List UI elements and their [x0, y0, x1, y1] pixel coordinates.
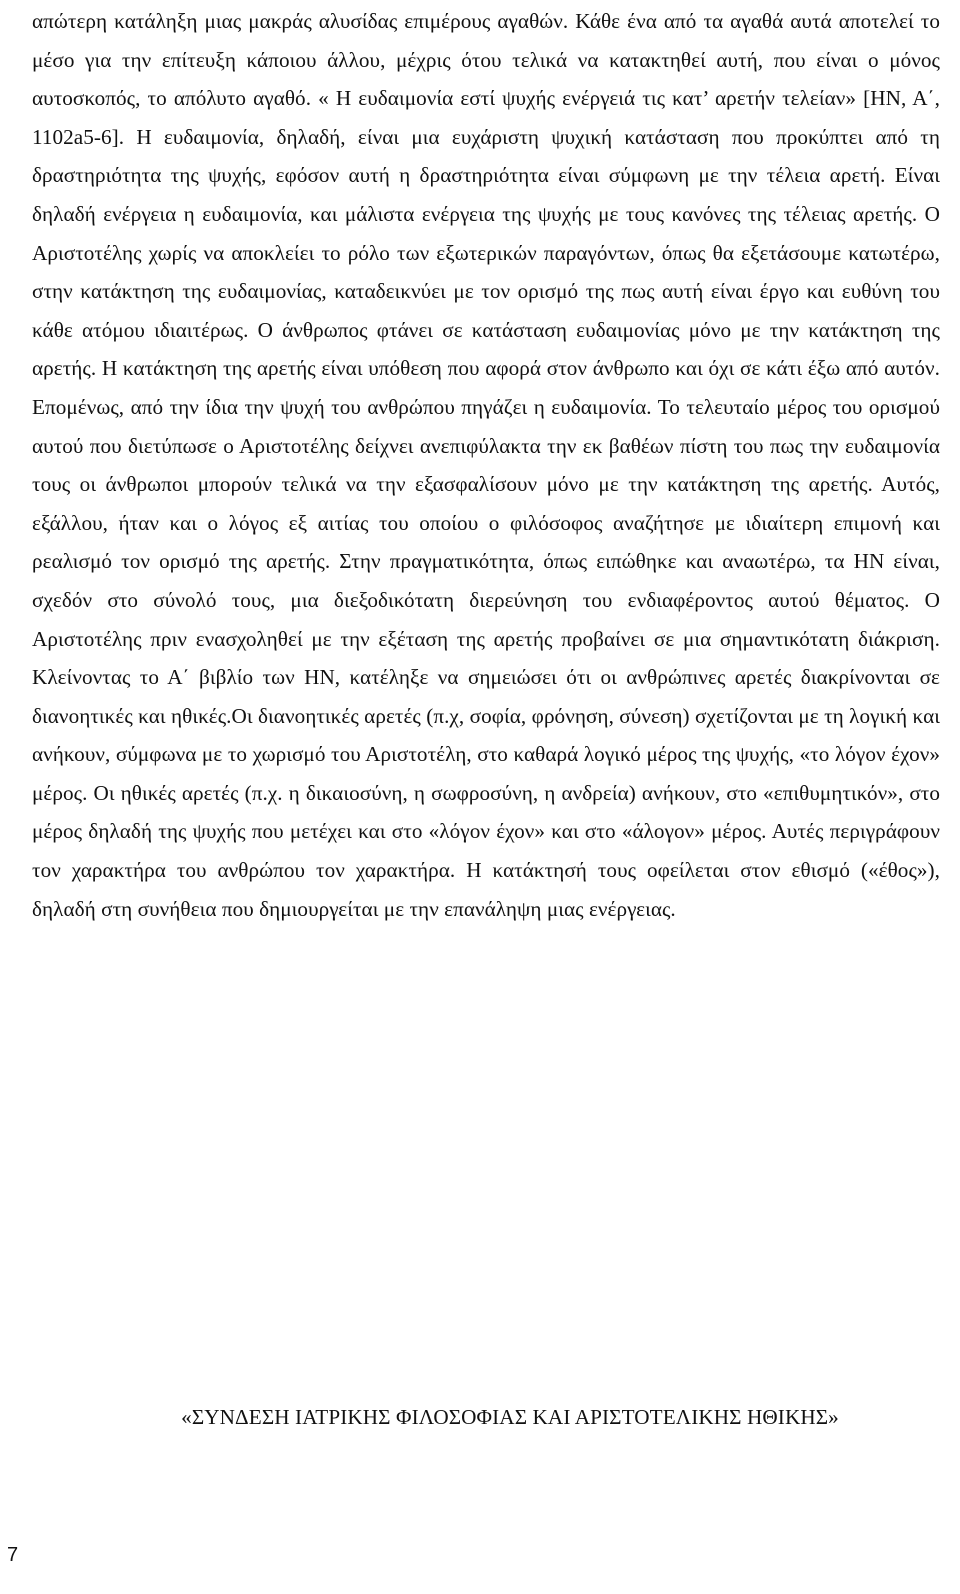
- body-paragraph: απώτερη κατάληξη μιας μακράς αλυσίδας επιμέρους αγαθών. Κάθε ένα από τα αγαθά αυτά αποτελεί το μέσο για την επίτευξη κάποιου άλλου, μέχρις ότου τελικά να κατακτηθεί αυτή, που είναι ο μόνος αυτοσκοπός, το απόλυτο αγαθό. « Η ευδαιμονία εστί ψυχής ενέργειά τις κατ’ αρετήν τελείαν» [ΗΝ, Α΄, 1102a5-6]. Η ευδαιμονία, δηλαδή, είναι μια ευχάριστη ψυχική κατάσταση που προκύπτει από τη δραστηριότητα της ψυχής, εφόσον αυτή η δραστηριότητα είναι σύμφωνη με την τέλεια αρετή. Είναι δηλαδή ενέργεια η ευδαιμονία, και μάλιστα ενέργεια της ψυχής με τους κανόνες της τέλειας αρετής. Ο Αριστοτέλης χωρίς να αποκλείει το ρόλο των εξωτερικών παραγόντων, όπως θα εξετάσουμε κατωτέρω, στην κατάκτηση της ευδαιμονίας, καταδεικνύει με τον ορισμό της πως αυτή είναι έργο και ευθύνη του κάθε ατόμου ιδιαιτέρως. Ο άνθρωπος φτάνει σε κατάσταση ευδαιμονίας μόνο με την κατάκτηση της αρετής. Η κατάκτηση της αρετής είναι υπόθεση που αφορά στον άνθρωπο και όχι σε κάτι έξω από αυτόν. Επομένως, από την ίδια την ψυχή του ανθρώπου πηγάζει η ευδαιμονία. Το τελευταίο μέρος του ορισμού αυτού που διετύπωσε ο Αριστοτέλης δείχνει ανεπιφύλακτα την εκ βαθέων πίστη του πως την ευδαιμονία τους οι άνθρωποι μπορούν τελικά να την εξασφαλίσουν μόνο με την κατάκτηση της αρετής. Αυτός, εξάλλου, ήταν και ο λόγος εξ αιτίας του οποίου ο φιλόσοφος αναζήτησε με ιδιαίτερη επιμονή και ρεαλισμό τον ορισμό της αρετής. Στην πραγματικότητα, όπως ειπώθηκε και αναωτέρω, τα ΗΝ είναι, σχεδόν στο σύνολό τους, μια διεξοδικότατη διερεύνηση του ενδιαφέροντος αυτού θέματος. Ο Αριστοτέλης πριν ενασχοληθεί με την εξέταση της αρετής προβαίνει σε μια σημαντικότατη διάκριση. Κλείνοντας το Α΄ βιβλίο των ΗΝ, κατέληξε να σημειώσει ότι οι ανθρώπινες αρετές διακρίνονται σε διανοητικές και ηθικές.Οι διανοητικές αρετές (π.χ, σοφία, φρόνηση, σύνεση) σχετίζονται με τη λογική και ανήκουν, σύμφωνα με το χωρισμό του Αριστοτέλη, στο καθαρά λογικό μέρος της ψυχής, «το λόγον έχον» μέρος. Οι ηθικές αρετές (π.χ. η δικαιοσύνη, η σωφροσύνη, η ανδρεία) ανήκουν, στο «επιθυμητικόν», στο μέρος δηλαδή της ψυχής που μετέχει και στο «λόγον έχον» και στο «άλογον» μέρος. Αυτές περιγράφουν τον χαρακτήρα του ανθρώπου τον χαρακτήρα. Η κατάκτησή τους οφείλεται στον εθισμό («έθος»), δηλαδή στη συνήθεια που δημιουργείται με την επανάληψη μιας ενέργειας.: [32, 9, 940, 921]
- section-heading: «ΣΥΝΔΕΣΗ ΙΑΤΡΙΚΗΣ ΦΙΛΟΣΟΦΙΑΣ ΚΑΙ ΑΡΙΣΤΟΤΕΛΙΚΗΣ ΗΘΙΚΗΣ»: [181, 1405, 839, 1429]
- page-number: 7: [7, 1544, 19, 1566]
